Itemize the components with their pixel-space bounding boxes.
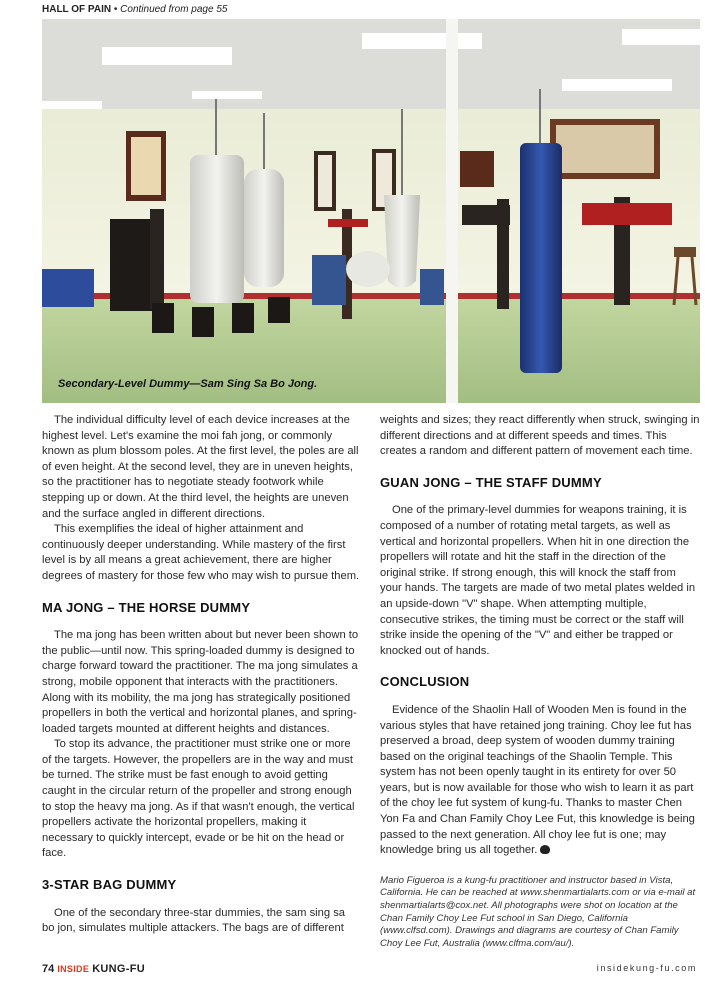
page-footer — [42, 963, 145, 975]
heading-conclusion: CONCLUSION — [380, 674, 470, 690]
body-paragraph — [380, 703, 700, 859]
heading-3-star-bag: 3-STAR BAG DUMMY — [42, 877, 177, 893]
magazine-inside: INSIDE — [57, 964, 90, 974]
heading-guan-jong: GUAN JONG – THE STAFF DUMMY — [380, 474, 602, 490]
left-column — [42, 413, 360, 937]
body-paragraph: One of the primary-level dummies for weapons training, it is composed of a number of rotating metal targets, as well as vertical and horizontal propellers. When hit in one direction the propellers will rotate and hit the staff in the direction of the original strike. If strong enough, this will knock the staff from your hands. The targets are made of two metal plates welded in an upside-down "V" shape. When attempting multiple, consecutive strikes, the timing must be correct or the staff will strike inside the opening of the "V" and either be trapped or knocked out of hands. — [380, 504, 696, 657]
section-label: HALL OF PAIN — [42, 4, 112, 15]
magazine-name: KUNG-FU — [92, 963, 146, 975]
author-bio: Mario Figueroa is a kung-fu practitioner and instructor based in Vista, California. He can be reached at www.shenmartialarts.com or via e-mail at shenmartialarts@cox.net. All photographs were shot on location at the Chan Family Choy Lee Fut school in San Diego, California (www.clfsd.com). Drawings and diagrams are courtesy of Chan Family Choy Lee Fut, Australia (www.clfma.com/au/). — [380, 874, 696, 949]
body-paragraph: To stop its advance, the practitioner must strike one or more of the targets. However, the propellers are in the way and must be turned. The strike must be fast enough to avoid getting caught in the circular return of the propeller and strong enough to stop the heavy ma jong. As if that wasn't enough, the vertical propellers activate the horizontal propellers, making it necessary to quickly intercept, evade or be hit on the head or face. — [42, 738, 355, 860]
right-column — [380, 413, 700, 950]
body-paragraph: The individual difficulty level of each device increases at the highest level. Let's examine the moi fah jong, or commonly known as plum blossom poles. At the first level, the poles are all of even height. At the second level, they are in uneven heights, so the practitioner has to negotiate steady footwork while stepping up or down. At the third level, the heights are uneven and the surface angled in different directions. — [42, 414, 359, 520]
conclusion-text: Evidence of the Shaolin Hall of Wooden Men is found in the various styles that have retained jong training. Choy lee fut has preserved a broad, deep system of wooden dummy training based on the original teachings of the Shaolin Temple. This system has not been openly taught in its entirety for over 50 years, but is now available for those who wish to learn it as part of the choy lee fut system of kung-fu. Thanks to master Chen Yon Fa and Chan Family Choy Lee Fut, this knowledge is being passed to the next generation. All choy lee fut is one; may knowledge bring us all together. — [380, 703, 695, 857]
training-hall-photo — [42, 19, 700, 403]
running-header — [42, 4, 227, 15]
yin-yang-icon — [540, 845, 550, 854]
heading-ma-jong: MA JONG – THE HORSE DUMMY — [42, 599, 251, 615]
body-paragraph: weights and sizes; they react differently when struck, swinging in different directions and at different speeds and times. This creates a random and different pattern of movement each time. — [380, 414, 700, 458]
photo-caption: Secondary-Level Dummy—Sam Sing Sa Bo Jong. — [58, 378, 318, 390]
body-paragraph: The ma jong has been written about but never been shown to the public—until now. This spring-loaded dummy is designed to charge forward toward the practitioner. The ma jong simulates a strong, mobile opponent that interacts with the practitioners. Along with its mobility, the ma jong has strategically positioned propellers in both the vertical and horizontal planes, and spring-loaded targets mounted at different heights and distances. — [42, 629, 359, 735]
website-url: insidekung-fu.com — [596, 963, 697, 973]
page-number: 74 — [42, 963, 55, 975]
continued-note: Continued from page 55 — [120, 4, 228, 15]
body-paragraph: This exemplifies the ideal of higher attainment and continuously deeper understanding. While mastery of the first level is by all means a great achievement, there are higher degrees of mastery for those few who may wish to pursue them. — [42, 523, 360, 582]
header-bullet: • — [113, 4, 118, 15]
body-paragraph: One of the secondary three-star dummies, the sam sing sa bo jon, simulates multiple attackers. The bags are of different — [42, 906, 346, 935]
